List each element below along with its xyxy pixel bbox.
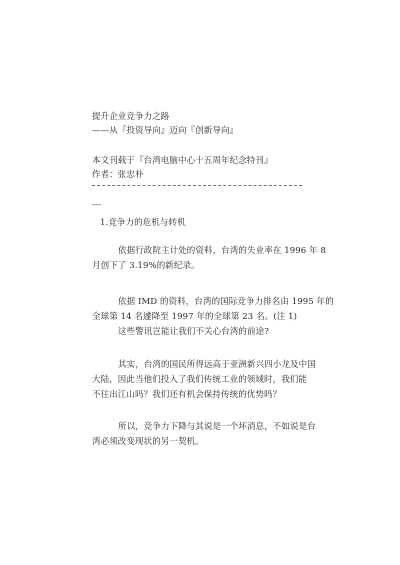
paragraph-text: 依据 IMD 的资料，台湾的国际竞争力排名由 1995 年的 xyxy=(118,297,334,307)
paragraph-text: 全球第 14 名遽降至 1997 年的全球第 23 名。(注 1) xyxy=(92,312,298,322)
paragraph-2-line-1 xyxy=(118,295,334,309)
paragraph-text: 所以，竞争力下降与其说是一个坏消息，不如说是台 xyxy=(118,422,316,432)
paragraph-3-line-3 xyxy=(92,388,292,402)
source-text: 本文刊载于『台湾电脑中心十五周年纪念特刊』 xyxy=(92,156,273,166)
paragraph-text: 湾必须改变现状的另一契机。 xyxy=(92,437,204,447)
divider-tail-text: --- xyxy=(92,200,101,210)
paragraph-text: 大陆，因此当他们投入了我们传统工业的领域时，我们能 xyxy=(92,375,308,385)
divider-tail xyxy=(92,198,292,212)
paragraph-1-line-2 xyxy=(92,259,292,273)
dashed-divider xyxy=(92,185,302,186)
paragraph-text: 这些警讯岂能让我们不关心台湾的前途? xyxy=(118,327,269,337)
paragraph-1-line-1 xyxy=(118,244,326,258)
paragraph-text: 依据行政院主计处的资料，台湾的失业率在 1996 年 8 xyxy=(118,246,326,256)
author-text: 作者：张忠朴 xyxy=(92,170,144,180)
paragraph-2-line-3 xyxy=(118,325,318,339)
source-note xyxy=(92,154,292,168)
paragraph-text: 不往出江山吗？我们还有机会保持传统的优势吗？ xyxy=(92,390,282,400)
section-heading xyxy=(100,216,300,230)
paragraph-3-line-2 xyxy=(92,373,308,387)
paragraph-2-line-2 xyxy=(92,310,298,324)
document-subtitle xyxy=(92,124,292,138)
document-title xyxy=(92,110,292,124)
subtitle-text: ——从『投资导向』迈向『创新导向』 xyxy=(92,126,239,136)
author-line xyxy=(92,168,292,182)
paragraph-4-line-2 xyxy=(92,435,292,449)
title-text: 提升企业竞争力之路 xyxy=(92,112,170,122)
paragraph-3-line-1 xyxy=(118,358,318,372)
section-heading-text: 1.竞争力的危机与转机 xyxy=(100,218,186,228)
paragraph-4-line-1 xyxy=(118,420,318,434)
paragraph-text: 其实，台湾的国民所得远高于亚洲新兴四小龙及中国 xyxy=(118,360,316,370)
paragraph-text: 月创下了 3.19%的新纪录。 xyxy=(92,261,200,271)
